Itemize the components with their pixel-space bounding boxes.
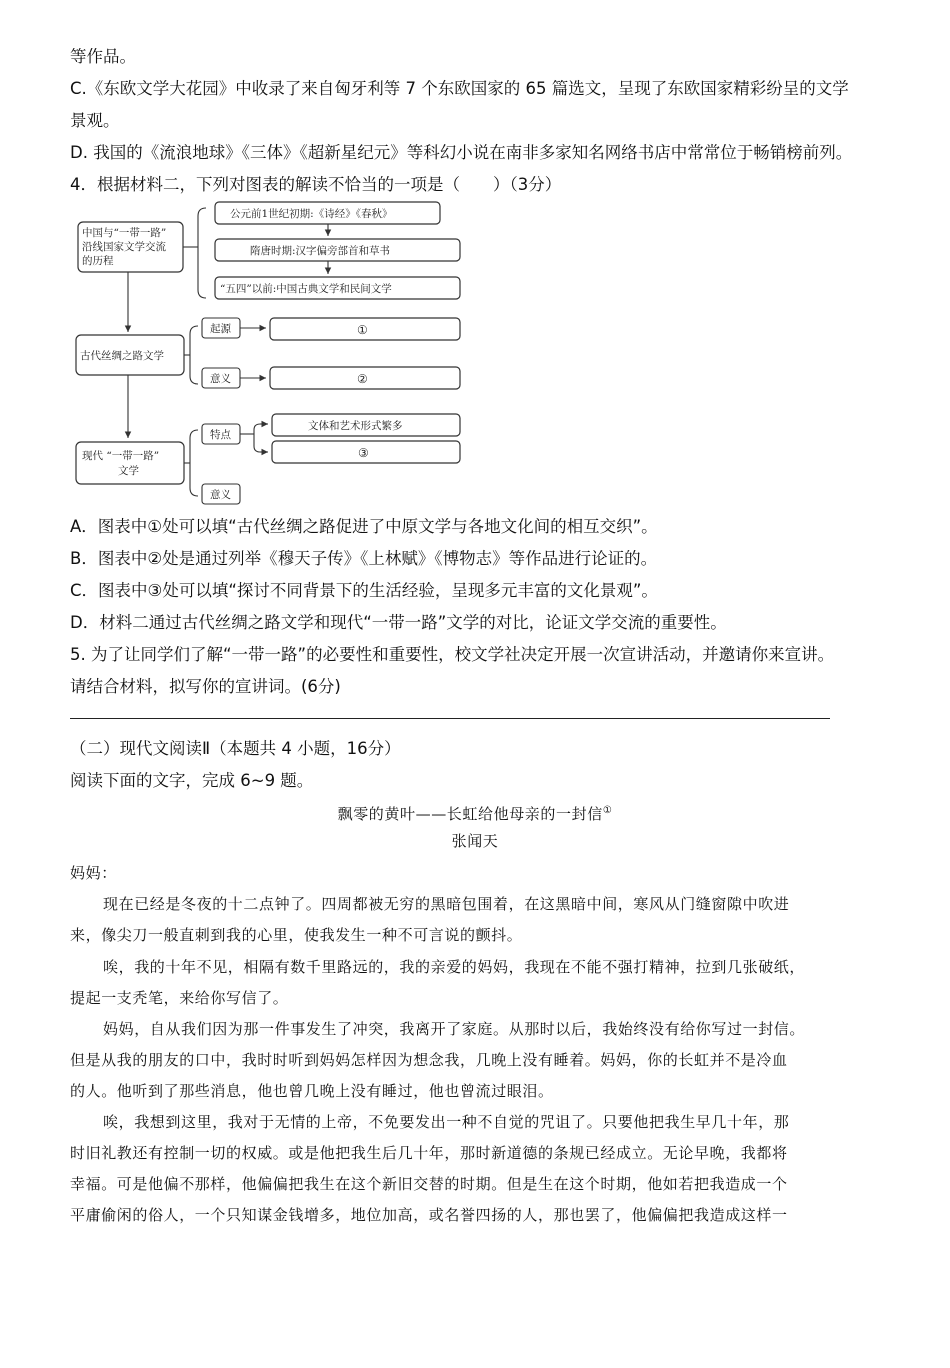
answer-line	[70, 718, 830, 719]
stage-text-1: 公元前1世纪初期:《诗经》《春秋》	[230, 208, 393, 220]
letter-salutation: 妈妈：	[70, 864, 117, 882]
letter-p3-l2: 但是从我的朋友的口中，我时时听到妈妈怎样因为想念我，几晚上没有睡着。妈妈，你的长虹并不是冷血	[70, 1051, 788, 1069]
article-title	[0, 800, 950, 825]
section-2-heading: （二）现代文阅读Ⅱ（本题共 4 小题，16分）	[70, 739, 401, 758]
history-box-line2: 沿线国家文学交流	[82, 241, 166, 253]
modern-literature-box	[76, 442, 184, 484]
meaning2-label: 意义	[210, 489, 231, 501]
modern-literature-line2: 文学	[118, 465, 139, 477]
option-c-line1: C.《东欧文学大花园》中收录了来自匈牙利等 7 个东欧国家的 65 篇选文，呈现了东欧国家精彩纷呈的文学	[70, 79, 849, 98]
letter-p4-l3: 幸福。可是他偏不那样，他偏偏把我生在这个新旧交替的时期。但是生在这个时期，他如若把我造成一个	[70, 1175, 788, 1193]
stage-text-2: 隋唐时期:汉字偏旁部首和草书	[250, 245, 391, 257]
exchange-history-diagram	[70, 198, 480, 510]
letter-p3-l3: 的人。他听到了那些消息，他也曾几晚上没有睡过，他也曾流过眼泪。	[70, 1082, 554, 1100]
history-box-line3: 的历程	[82, 255, 114, 267]
question-4-option-d: D．材料二通过古代丝绸之路文学和现代“一带一路”文学的对比，论证文学交流的重要性。	[70, 613, 727, 632]
option-c-line2: 景观。	[70, 111, 120, 130]
section-2-instruction: 阅读下面的文字，完成 6~9 题。	[70, 771, 314, 790]
letter-p1-l2: 来，像尖刀一般直刺到我的心里，使我发生一种不可言说的颤抖。	[70, 926, 523, 944]
modern-literature-line1: 现代 “一带一路”	[82, 450, 160, 462]
blank-3-mark: ③	[358, 446, 369, 460]
option-d-line: D. 我国的《流浪地球》《三体》《超新星纪元》等科幻小说在南非多家知名网络书店中常常位于畅销榜前列。	[70, 143, 853, 162]
letter-p3-l1: 妈妈，自从我们因为那一件事发生了冲突，我离开了家庭。从那时以后，我始终没有给你写过一封信。	[103, 1020, 806, 1038]
feature-label: 特点	[210, 429, 231, 441]
letter-p4-l2: 时旧礼教还有控制一切的权威。或是他把我生后几十年，那时新道德的条规已经成立。无论早晚，我都将	[70, 1144, 788, 1162]
question-4-stem: 4．根据材料二，下列对图表的解读不恰当的一项是（ ）（3分）	[70, 175, 562, 194]
blank-2-mark: ②	[357, 372, 368, 386]
question-5-line1: 5. 为了让同学们了解“一带一路”的必要性和重要性，校文学社决定开展一次宣讲活动，并邀请你来宣讲。	[70, 645, 835, 664]
meaning-label: 意义	[210, 373, 231, 385]
stage-text-3: “五四”以前:中国古典文学和民间文学	[220, 283, 392, 295]
letter-p1-l1: 现在已经是冬夜的十二点钟了。四周都被无穷的黑暗包围着，在这黑暗中间，寒风从门缝窗隙中吹进	[103, 895, 790, 913]
letter-p2-l1: 唉，我的十年不见，相隔有数千里路远的，我的亲爱的妈妈，我现在不能不强打精神，拉到几张破纸，	[103, 958, 806, 976]
question-4-option-c: C．图表中③处可以填“探讨不同背景下的生活经验，呈现多元丰富的文化景观”。	[70, 581, 658, 600]
ancient-literature-text: 古代丝绸之路文学	[80, 350, 164, 362]
question-5-line2: 请结合材料，拟写你的宣讲词。(6分)	[70, 677, 341, 696]
letter-p4-l4: 平庸偷闲的俗人，一个只知谋金钱增多，地位加高，或名誉四扬的人，那也罢了，他偏偏把我造成这样一	[70, 1206, 788, 1224]
article-author: 张闻天	[451, 832, 499, 850]
blank-1-mark: ①	[357, 323, 368, 337]
option-c-continued: 等作品。	[70, 47, 136, 66]
origin-label: 起源	[210, 323, 231, 335]
question-4-option-b: B．图表中②处是通过列举《穆天子传》《上林赋》《博物志》等作品进行论证的。	[70, 549, 658, 568]
history-box-line1: 中国与“一带一路”	[82, 227, 167, 239]
feature-1-text: 文体和艺术形式繁多	[308, 420, 403, 432]
question-4-option-a: A．图表中①处可以填“古代丝绸之路促进了中原文学与各地文化间的相互交织”。	[70, 517, 658, 536]
footnote-mark: ①	[602, 805, 613, 816]
letter-p4-l1: 唉，我想到这里，我对于无情的上帝，不免要发出一种不自觉的咒诅了。只要他把我生早几十年，那	[103, 1113, 790, 1131]
letter-p2-l2: 提起一支秃笔，来给你写信了。	[70, 989, 289, 1007]
article-title-text: 飘零的黄叶——长虹给他母亲的一封信	[337, 805, 603, 823]
